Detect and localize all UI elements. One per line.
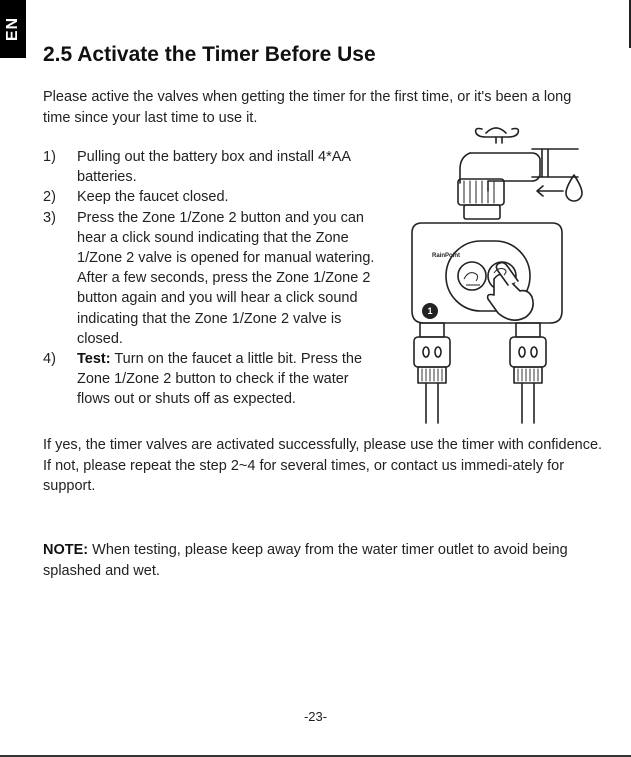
step-item: [43, 187, 383, 207]
result-paragraph: [43, 435, 603, 497]
note-text: When testing, please keep away from the water timer outlet to avoid being splashed and wet.: [43, 542, 568, 579]
step-badge: 1: [427, 306, 433, 316]
note-label: NOTE:: [43, 542, 89, 558]
step-number: 3): [43, 209, 56, 226]
step-item: [43, 349, 383, 410]
test-label: Test:: [77, 351, 111, 368]
step-text: Keep the faucet closed.: [77, 189, 229, 206]
language-label: EN: [4, 16, 21, 42]
timer-illustration: [398, 115, 598, 427]
step-text: Pulling out the battery box and install 4*AA batteries.: [77, 149, 351, 186]
result-no-text: If not, please repeat the step 2~4 for several times, or contact us immedi-ately for support.: [43, 457, 565, 494]
step-text: Press the Zone 1/Zone 2 button and you can hear a click sound indicating that the Zone 1/Zone 2 valve is opened for manual watering. After a few seconds, press the Zone 1/Zone 2 button again and you will hear a click sound indicating that the Zone 1/Zone 2 valve is closed.: [77, 209, 375, 347]
steps-list: [43, 147, 383, 410]
intro-paragraph: Please active the valves when getting the timer for the first time, or it's been a long time since your last time to use it.: [43, 89, 572, 126]
step-item: [43, 208, 383, 349]
step-item: [43, 147, 383, 187]
step-text: Turn on the faucet a little bit. Press the Zone 1/Zone 2 button to check if the water flows out or shuts off as expected.: [77, 351, 363, 408]
result-yes-text: If yes, the timer valves are activated successfully, please use the timer with confidence.: [43, 437, 603, 453]
brand-logo: RainPoint: [432, 253, 460, 259]
step-number: 1): [43, 149, 56, 165]
step-number: 4): [43, 351, 56, 368]
language-tab: [0, 0, 26, 58]
note-paragraph: [43, 540, 603, 581]
step-number: 2): [43, 189, 56, 206]
page-number: -23-: [303, 709, 328, 724]
section-title: 2.5 Activate the Timer Before Use: [43, 43, 376, 66]
